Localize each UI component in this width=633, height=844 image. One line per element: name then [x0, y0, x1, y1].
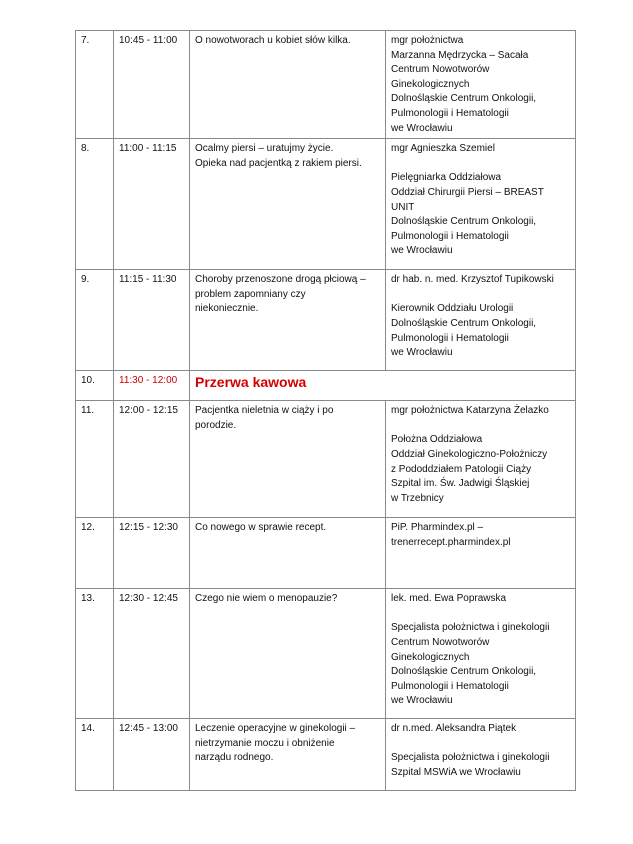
topic-line: nietrzymanie moczu i obniżenie [195, 737, 335, 749]
topic-line: Choroby przenoszone drogą płciową – [195, 274, 366, 286]
row-number: 8. [76, 139, 114, 270]
time-slot: 10:45 - 11:00 [114, 31, 190, 139]
topic-line: niekoniecznie. [195, 303, 259, 315]
speaker-line: Centrum Nowotworów [391, 64, 490, 76]
speaker-line: mgr Agnieszka Szemiel [391, 143, 495, 155]
speaker-line: trenerrecept.pharmindex.pl [391, 536, 511, 548]
speaker-line: UNIT [391, 201, 415, 213]
speaker-line: we Wrocławiu [391, 347, 453, 359]
table-row [76, 31, 576, 139]
speaker-line: mgr położnictwa Katarzyna Żelazko [391, 405, 549, 417]
row-number: 14. [76, 719, 114, 791]
speaker-cell [386, 518, 576, 589]
break-title: Przerwa kawowa [195, 374, 307, 391]
speaker-line: we Wrocławiu [391, 695, 453, 707]
row-number: 13. [76, 589, 114, 719]
topic-cell [190, 270, 386, 371]
speaker-line: Oddział Ginekologiczno-Położniczy [391, 448, 548, 460]
speaker-line: lek. med. Ewa Poprawska [391, 593, 507, 605]
speaker-cell [386, 31, 576, 139]
topic-cell [190, 589, 386, 719]
table-row [76, 139, 576, 270]
speaker-line: Dolnośląskie Centrum Onkologii, [391, 93, 537, 105]
table-row [76, 270, 576, 371]
topic-line: Czego nie wiem o menopauzie? [195, 593, 338, 605]
table-row [76, 401, 576, 518]
row-number: 12. [76, 518, 114, 589]
break-time-slot: 11:30 - 12:00 [114, 371, 190, 401]
topic-line: problem zapomniany czy [195, 288, 306, 300]
speaker-line: w Trzebnicy [391, 492, 444, 504]
speaker-line: Kierownik Oddziału Urologii [391, 303, 514, 315]
topic-line: O nowotworach u kobiet słów kilka. [195, 35, 351, 46]
topic-cell [190, 401, 386, 518]
topic-line: Pacjentka nieletnia w ciąży i po [195, 405, 334, 417]
topic-cell [190, 719, 386, 791]
speaker-line: mgr położnictwa [391, 35, 464, 46]
speaker-line: Szpital MSWiA we Wrocławiu [391, 766, 521, 778]
speaker-line: Pulmonologii i Hematologii [391, 332, 509, 344]
row-number: 11. [76, 401, 114, 518]
speaker-line: Oddział Chirurgii Piersi – BREAST [391, 186, 544, 198]
speaker-line [391, 288, 570, 303]
speaker-line: Pulmonologii i Hematologii [391, 230, 509, 242]
speaker-line [391, 419, 570, 434]
speaker-line: Ginekologicznych [391, 651, 470, 663]
speaker-line: Pielęgniarka Oddziałowa [391, 172, 502, 184]
speaker-cell [386, 270, 576, 371]
speaker-line: Pulmonologii i Hematologii [391, 680, 509, 692]
speaker-line: Ginekologicznych [391, 78, 470, 90]
topic-line: Leczenie operacyjne w ginekologii – [195, 723, 356, 735]
table-row [76, 589, 576, 719]
speaker-line: Dolnośląskie Centrum Onkologii, [391, 317, 537, 329]
time-slot: 12:30 - 12:45 [114, 589, 190, 719]
time-slot: 12:45 - 13:00 [114, 719, 190, 791]
speaker-cell [386, 139, 576, 270]
speaker-line: Centrum Nowotworów [391, 636, 490, 648]
speaker-cell [386, 401, 576, 518]
speaker-line: Dolnośląskie Centrum Onkologii, [391, 666, 537, 678]
row-number: 7. [76, 31, 114, 139]
speaker-line: Położna Oddziałowa [391, 434, 483, 446]
speaker-line [391, 737, 570, 752]
schedule-table [75, 30, 576, 791]
speaker-line: Szpital im. Św. Jadwigi Śląskiej [391, 478, 530, 490]
speaker-line: Dolnośląskie Centrum Onkologii, [391, 216, 537, 228]
speaker-line: PiP. Pharmindex.pl – [391, 522, 484, 534]
topic-cell [190, 518, 386, 589]
topic-line: Co nowego w sprawie recept. [195, 522, 327, 534]
break-cell [190, 371, 576, 401]
speaker-line: z Pododdziałem Patologii Ciąży [391, 463, 532, 475]
topic-cell [190, 31, 386, 139]
time-slot: 11:15 - 11:30 [114, 270, 190, 371]
topic-line: porodzie. [195, 419, 237, 431]
speaker-cell [386, 589, 576, 719]
time-slot: 11:00 - 11:15 [114, 139, 190, 270]
topic-line: narządu rodnego. [195, 752, 274, 764]
break-row [76, 371, 576, 401]
topic-line: Ocalmy piersi – uratujmy życie. [195, 143, 334, 155]
table-row [76, 719, 576, 791]
time-slot: 12:00 - 12:15 [114, 401, 190, 518]
speaker-line: Specjalista położnictwa i ginekologii [391, 622, 550, 634]
row-number: 10. [76, 371, 114, 401]
speaker-line: dr n.med. Aleksandra Piątek [391, 723, 517, 735]
speaker-line: Marzanna Mędrzycka – Sacała [391, 49, 529, 61]
topic-line: Opieka nad pacjentką z rakiem piersi. [195, 157, 362, 169]
speaker-line: we Wrocławiu [391, 245, 453, 257]
speaker-line: dr hab. n. med. Krzysztof Tupikowski [391, 274, 554, 286]
table-row [76, 518, 576, 589]
speaker-cell [386, 719, 576, 791]
speaker-line: we Wrocławiu [391, 122, 453, 134]
time-slot: 12:15 - 12:30 [114, 518, 190, 589]
speaker-line [391, 607, 570, 622]
speaker-line [391, 157, 570, 172]
topic-cell [190, 139, 386, 270]
speaker-line: Specjalista położnictwa i ginekologii [391, 752, 550, 764]
row-number: 9. [76, 270, 114, 371]
speaker-line: Pulmonologii i Hematologii [391, 107, 509, 119]
